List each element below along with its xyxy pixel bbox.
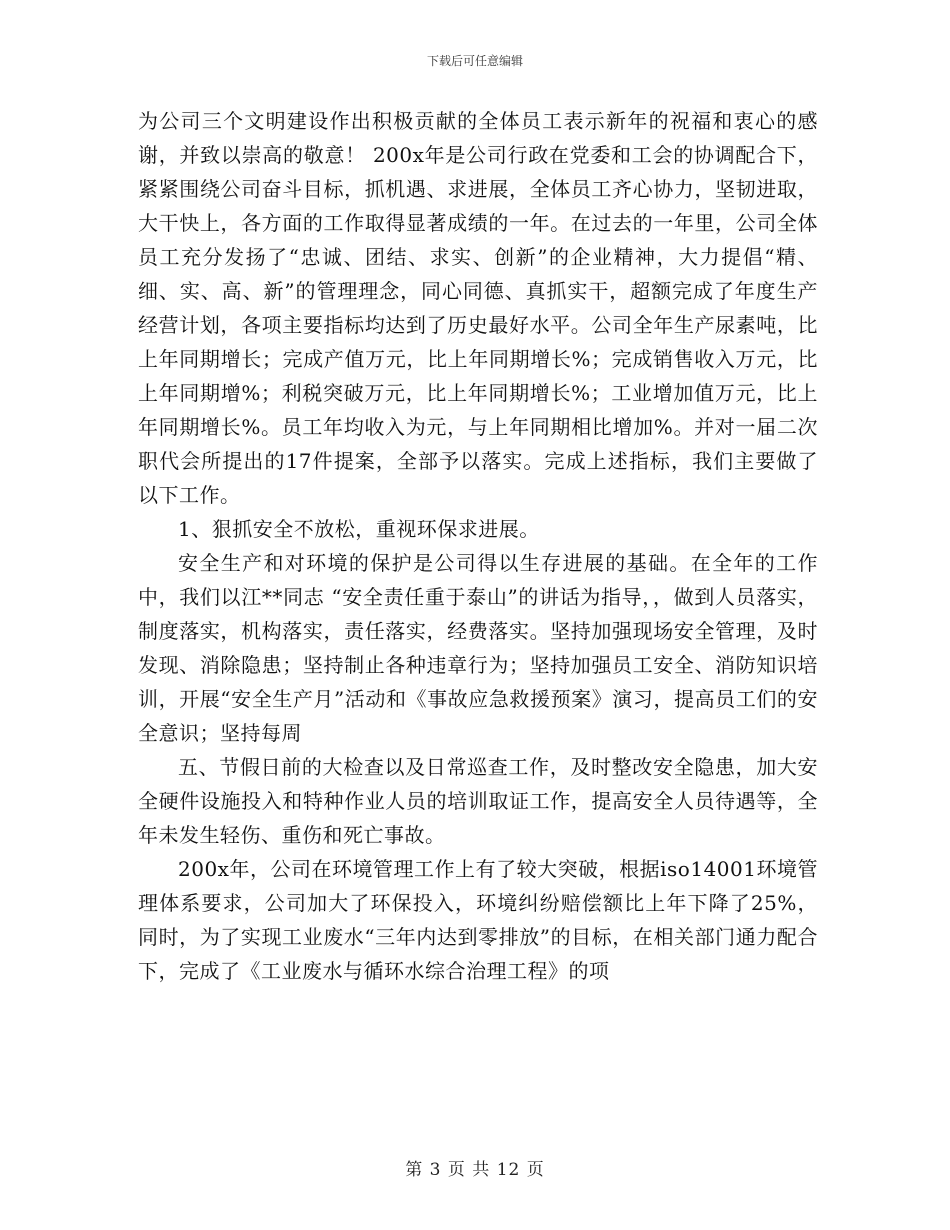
page-footer: 第 3 页 共 12 页	[405, 1160, 545, 1180]
paragraph-5: 200x年，公司在环境管理工作上有了较大突破，根据iso14001环境管理体系要求，公司加大了环保投入，环境纠纷赔偿额比上年下降了25%，同时，为了实现工业废水“三年内达到零排放”的目标，在相关部门通力配合下，完成了《工业废水与循环水综合治理工程》的项	[138, 857, 818, 983]
paragraph-2-heading: 1、狠抓安全不放松，重视环保求进展。	[178, 517, 540, 541]
document-body	[138, 104, 818, 988]
paragraph-4: 五、节假日前的大检查以及日常巡查工作，及时整改安全隐患，加大安全硬件设施投入和特种作业人员的培训取证工作，提高安全人员待遇等，全年未发生轻伤、重伤和死亡事故。	[138, 755, 818, 847]
paragraph-1: 为公司三个文明建设作出积极贡献的全体员工表示新年的祝福和衷心的感谢，并致以崇高的敬意！ 200x年是公司行政在党委和工会的协调配合下，紧紧围绕公司奋斗目标，抓机遇、求进展，全体员工齐心协力，坚韧进取，大干快上，各方面的工作取得显著成绩的一年。在过去的一年里，公司全体员工充分发扬了“忠诚、团结、求实、创新”的企业精神，大力提倡“精、细、实、高、新”的管理理念，同心同德、真抓实干，超额完成了年度生产经营计划，各项主要指标均达到了历史最好水平。公司全年生产尿素吨，比上年同期增长；完成产值万元，比上年同期增长%；完成销售收入万元，比上年同期增%；利税突破万元，比上年同期增长%；工业增加值万元，比上年同期增长%。员工年均收入为元，与上年同期相比增加%。并对一届二次职代会所提出的17件提案，全部予以落实。完成上述指标，我们主要做了以下工作。	[138, 109, 818, 507]
paragraph-3: 安全生产和对环境的保护是公司得以生存进展的基础。在全年的工作中，我们以江**同志 “安全责任重于泰山”的讲话为指导，，做到人员落实，制度落实，机构落实，责任落实，经费落实。坚持加强现场安全管理，及时发现、消除隐患；坚持制止各种违章行为；坚持加强员工安全、消防知识培训，开展“安全生产月”活动和《事故应急救援预案》演习，提高员工们的安全意识；坚持每周	[138, 551, 818, 745]
page-header: 下载后可任意编辑	[426, 54, 523, 68]
